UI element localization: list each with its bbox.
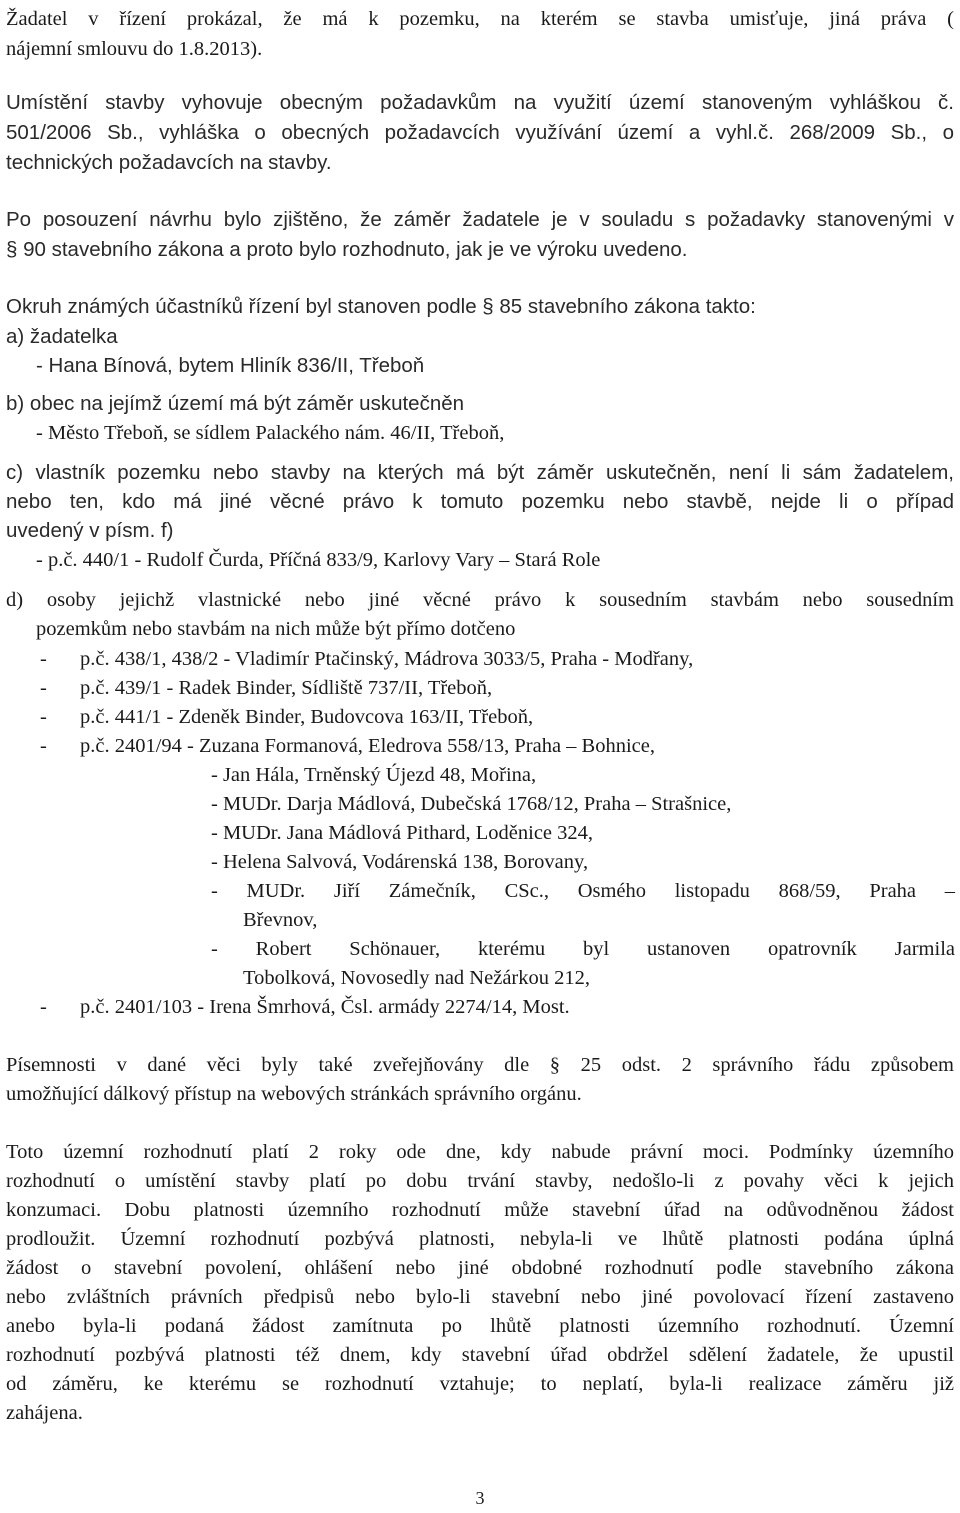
paragraph-placement-line-1: Umístění stavby vyhovuje obecným požadavkům na využití území stanoveným vyhláškou č. [6,91,954,114]
list-dash: - [40,677,47,699]
page-number: 3 [475,1488,485,1508]
participants-intro: Okruh známých účastníků řízení byl stanoven podle § 85 stavebního zákona takto: [6,295,756,318]
participant-d-item-1: p.č. 438/1, 438/2 - Vladimír Ptačinský, Mádrova 3033/5, Praha - Modřany, [80,648,694,670]
paragraph-validity-line-8: rozhodnutí pozbývá platnosti též dnem, kdy stavební úřad obdržel sdělení žadatele, že upustil [6,1344,954,1366]
participant-d-item-3: p.č. 441/1 - Zdeněk Binder, Budovcova 163/II, Třeboň, [80,706,534,728]
list-dash: - [40,706,47,728]
paragraph-validity-line-7: anebo byla-li podaná žádost zamítnuta po lhůtě platnosti územního rozhodnutí. Územní [6,1315,954,1337]
paragraph-validity-line-3: konzumaci. Dobu platnosti územního rozhodnutí může stavební úřad na odůvodněnou žádost [6,1199,954,1221]
participant-d-subitem-3: - MUDr. Jana Mádlová Pithard, Loděnice 324, [211,822,594,844]
list-dash: - [40,996,47,1018]
list-dash: - [40,648,47,670]
paragraph-validity-line-6: nebo zvláštních právních předpisů nebo bylo-li stavební nebo jiné povolovací řízení zastaveno [6,1286,954,1308]
participant-d-subitem-1: - Jan Hála, Trněnský Újezd 48, Mořina, [211,764,537,786]
paragraph-placement-line-3: technických požadavcích na stavby. [6,151,332,174]
participants-c-heading-line-1: c) vlastník pozemku nebo stavby na kterých má být záměr uskutečněn, není li sám žadatelem, [6,461,954,484]
paragraph-assessment-line-1: Po posouzení návrhu bylo zjištěno, že záměr žadatele je v souladu s požadavky stanovenými v [6,208,954,231]
participant-d-subitem-6-cont: Tobolková, Novosedly nad Nežárkou 212, [243,967,590,989]
paragraph-validity-line-5: žádost o stavební povolení, ohlášení nebo jiné obdobné rozhodnutí podle stavebního zákona [6,1257,954,1279]
paragraph-validity-line-2: rozhodnutí o umístění stavby platí po dobu trvání stavby, nedošlo-li z povahy věci k jejich [6,1170,954,1192]
paragraph-publication-line-2: umožňující dálkový přístup na webových stránkách správního orgánu. [6,1083,582,1105]
participant-d-subitem-5-cont: Břevnov, [243,909,318,931]
participant-d-item-2: p.č. 439/1 - Radek Binder, Sídliště 737/II, Třeboň, [80,677,493,699]
participants-d-heading-line-2: pozemkům nebo stavbám na nich může být přímo dotčeno [36,618,516,640]
paragraph-applicant-rights-line-1: Žadatel v řízení prokázal, že má k pozemku, na kterém se stavba umisťuje, jiná práva ( [6,8,954,30]
participant-d-item-4: p.č. 2401/94 - Zuzana Formanová, Eledrova 558/13, Praha – Bohnice, [80,735,655,757]
participant-a-item: - Hana Bínová, bytem Hliník 836/II, Třeboň [36,354,425,377]
list-dash: - [40,735,47,757]
paragraph-publication-line-1: Písemnosti v dané věci byly také zveřejňovány dle § 25 odst. 2 správního řádu způsobem [6,1054,954,1076]
paragraph-applicant-rights-line-2: nájemní smlouvu do 1.8.2013). [6,38,263,60]
paragraph-validity-line-1: Toto územní rozhodnutí platí 2 roky ode dne, kdy nabude právní moci. Podmínky územního [6,1141,954,1163]
paragraph-assessment-line-2: § 90 stavebního zákona a proto bylo rozhodnuto, jak je ve výroku uvedeno. [6,238,688,261]
paragraph-validity-line-10: zahájena. [6,1402,83,1424]
participant-b-item: - Město Třeboň, se sídlem Palackého nám. 46/II, Třeboň, [36,422,505,444]
participants-a-heading: a) žadatelka [6,325,118,348]
participant-d-subitem-2: - MUDr. Darja Mádlová, Dubečská 1768/12, Praha – Strašnice, [211,793,732,815]
participants-c-heading-line-3: uvedený v písm. f) [6,519,174,542]
paragraph-validity-line-4: prodloužit. Územní rozhodnutí pozbývá platnosti, nebyla-li ve lhůtě platnosti podána úplná [6,1228,954,1250]
participant-c-item: - p.č. 440/1 - Rudolf Čurda, Příčná 833/9, Karlovy Vary – Stará Role [36,549,601,571]
paragraph-placement-line-2: 501/2006 Sb., vyhláška o obecných požadavcích využívání území a vyhl.č. 268/2009 Sb., o [6,121,954,144]
participants-d-heading-line-1: d) osoby jejichž vlastnické nebo jiné věcné právo k sousedním stavbám nebo sousedním [6,589,954,611]
participants-b-heading: b) obec na jejímž území má být záměr uskutečněn [6,392,465,415]
paragraph-validity-line-9: od záměru, ke kterému se rozhodnutí vztahuje; to neplatí, byla-li realizace záměru již [6,1373,954,1395]
participant-d-subitem-5: - MUDr. Jiří Zámečník, CSc., Osmého listopadu 868/59, Praha – [211,880,955,902]
participant-d-subitem-6: - Robert Schönauer, kterému byl ustanoven opatrovník Jarmila [211,938,955,960]
participant-d-item-5: p.č. 2401/103 - Irena Šmrhová, Čsl. armády 2274/14, Most. [80,996,570,1018]
participant-d-subitem-4: - Helena Salvová, Vodárenská 138, Borovany, [211,851,589,873]
participants-c-heading-line-2: nebo ten, kdo má jiné věcné právo k tomuto pozemku nebo stavbě, nejde li o případ [6,490,954,513]
